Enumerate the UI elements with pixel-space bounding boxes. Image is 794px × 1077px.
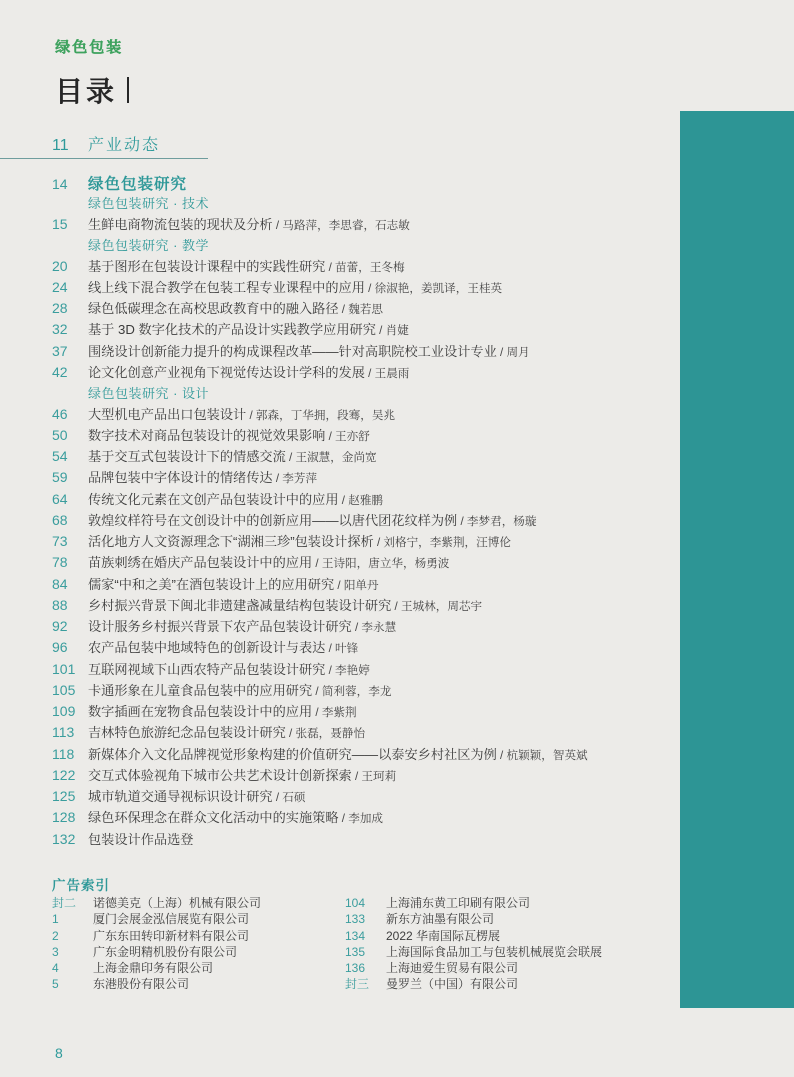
page-title xyxy=(55,70,129,110)
toc-entry-authors: / 李艳婷 xyxy=(325,663,370,677)
toc-entry-title: 吉林特色旅游纪念品包装设计研究 / 张磊，聂静怡 xyxy=(88,725,366,741)
toc-row-entry xyxy=(52,446,667,467)
toc-entry-title: 互联网视域下山西农特产品包装设计研究 / 李艳婷 xyxy=(88,661,370,677)
toc-entry-title: 基于交互式包装设计下的情感交流 / 王淑慧，金尚宽 xyxy=(88,449,377,464)
ad-page-number: 4 xyxy=(52,961,59,976)
toc-page-number: 42 xyxy=(52,363,68,380)
ad-company-name: 厦门会展金泓信展览有限公司 xyxy=(93,912,250,927)
title-divider-bar xyxy=(127,77,129,103)
toc-row-entry xyxy=(52,214,667,235)
toc-row-entry xyxy=(52,807,667,828)
ad-company-name: 上海浦东黄工印刷有限公司 xyxy=(386,896,531,910)
toc-entry-authors: / 阳单丹 xyxy=(334,578,379,592)
ad-page-number: 封二 xyxy=(52,896,77,910)
toc-featured-page-number: 11 xyxy=(52,137,69,154)
toc-featured-label: 产业动态 xyxy=(88,137,161,154)
ad-company-name: 新东方油墨有限公司 xyxy=(386,912,495,927)
toc-entry-title: 设计服务乡村振兴背景下农产品包装设计研究 / 李永慧 xyxy=(88,619,397,634)
toc-page-number: 101 xyxy=(52,660,76,677)
toc-row-entry xyxy=(52,574,667,595)
toc-entry-title: 品牌包装中字体设计的情绪传达 / 李芳萍 xyxy=(88,470,318,486)
toc-featured-row xyxy=(52,132,160,155)
toc-page-number: 68 xyxy=(52,511,68,528)
ad-index-row xyxy=(52,975,342,991)
page-number: 8 xyxy=(55,1045,63,1061)
toc-entry-authors: / 周月 xyxy=(496,345,530,359)
toc-page-number: 96 xyxy=(52,639,68,656)
toc-entry-authors: / 李加成 xyxy=(338,812,384,826)
toc-page-number: 113 xyxy=(52,724,75,741)
toc-entry-authors: / 李芳萍 xyxy=(272,472,318,486)
toc-entry-authors: / 苗蕾，王冬梅 xyxy=(325,260,405,274)
toc-page-number: 28 xyxy=(52,300,68,316)
ad-index-row xyxy=(345,894,645,910)
toc-page-number: 20 xyxy=(52,257,68,274)
toc-subsection-label: 绿色包装研究 · 教学 xyxy=(88,238,210,253)
toc-entry-authors: / 郭森，丁华拥，段骞，吴兆 xyxy=(246,408,396,422)
toc-subsection-label: 绿色包装研究 · 技术 xyxy=(88,196,210,212)
toc-entry-authors: / 张磊，聂静怡 xyxy=(285,727,366,741)
toc-entry-authors: / 赵雅鹏 xyxy=(338,493,384,507)
toc-page-number: 14 xyxy=(52,176,68,192)
toc-entry-authors: / 徐淑艳，姜凯译，王桂英 xyxy=(364,281,503,295)
toc-section-title: 绿色包装研究 xyxy=(88,176,188,193)
toc-page-number: 118 xyxy=(52,745,75,762)
toc-row-entry xyxy=(52,425,667,446)
toc-entry-authors: / 李紫荆 xyxy=(312,706,357,719)
toc-list xyxy=(52,172,667,850)
toc-entry-authors: / 石硕 xyxy=(272,791,306,804)
toc-entry-title: 基于图形在包装设计课程中的实践性研究 / 苗蕾，王冬梅 xyxy=(88,258,405,274)
toc-page-number: 105 xyxy=(52,681,76,698)
teal-sidebar-block xyxy=(680,111,794,1008)
ad-page-number: 135 xyxy=(345,944,366,959)
ad-page-number: 封三 xyxy=(345,977,370,992)
toc-page-number: 125 xyxy=(52,788,76,804)
toc-entry-title: 大型机电产品出口包装设计 / 郭森，丁华拥，段骞，吴兆 xyxy=(88,406,396,422)
toc-entry-authors: / 李永慧 xyxy=(351,621,397,634)
ad-index-row xyxy=(345,959,645,975)
toc-row-entry xyxy=(52,680,667,701)
toc-row-entry xyxy=(52,298,667,319)
ad-company-name: 广东东田转印新材料有限公司 xyxy=(93,928,250,943)
toc-page-number: 15 xyxy=(52,215,68,232)
toc-entry-title: 卡通形象在儿童食品包装中的应用研究 / 简利蓉，李龙 xyxy=(88,682,392,698)
toc-entry-authors: / 王淑慧，金尚宽 xyxy=(285,451,377,464)
ad-page-number: 5 xyxy=(52,977,59,992)
toc-entry-title: 绿色环保理念在群众文化活动中的实施策略 / 李加成 xyxy=(88,810,384,826)
toc-page-number: 59 xyxy=(52,469,68,486)
toc-entry-title: 数字技术对商品包装设计的视觉效果影响 / 王亦舒 xyxy=(88,427,370,443)
toc-row-entry xyxy=(52,277,667,298)
ad-page-number: 2 xyxy=(52,928,59,943)
toc-entry-title: 新媒体介入文化品牌视觉形象构建的价值研究——以泰安乡村社区为例 / 杭颖颖，智英斌 xyxy=(88,746,588,762)
toc-row-entry xyxy=(52,531,667,552)
ad-index-left-column xyxy=(52,894,342,992)
toc-page-number: 109 xyxy=(52,703,76,719)
toc-entry-title: 交互式体验视角下城市公共艺术设计创新探索 / 王珂莉 xyxy=(88,767,397,783)
ad-index-row xyxy=(345,910,645,926)
ad-company-name: 2022 华南国际瓦楞展 xyxy=(386,928,501,943)
toc-page-number: 122 xyxy=(52,766,76,783)
toc-entry-title: 绿色低碳理念在高校思政教育中的融入路径 / 魏若思 xyxy=(88,301,384,316)
toc-row-entry xyxy=(52,722,667,743)
ad-index-row xyxy=(345,927,645,943)
toc-page-number: 84 xyxy=(52,575,68,592)
toc-entry-title: 线上线下混合教学在包装工程专业课程中的应用 / 徐淑艳，姜凯译，王桂英 xyxy=(88,279,503,295)
ad-index-row xyxy=(52,894,342,910)
ad-page-number: 104 xyxy=(345,896,366,910)
toc-entry-authors: / 王诗阳，唐立华，杨勇波 xyxy=(312,557,450,571)
ad-index-row xyxy=(52,959,342,975)
toc-page-number: 50 xyxy=(52,426,68,443)
page-title-text: 目录 xyxy=(55,76,118,107)
toc-entry-title: 基于 3D 数字化技术的产品设计实践教学应用研究 / 肖婕 xyxy=(88,322,409,338)
ad-company-name: 广东金明精机股份有限公司 xyxy=(93,944,238,959)
ad-page-number: 3 xyxy=(52,944,59,959)
toc-row-entry xyxy=(52,362,667,383)
toc-entry-title: 苗族刺绣在婚庆产品包装设计中的应用 / 王诗阳，唐立华，杨勇波 xyxy=(88,555,450,571)
toc-entry-title: 传统文化元素在文创产品包装设计中的应用 / 赵雅鹏 xyxy=(88,491,384,507)
ad-index-row xyxy=(345,943,645,959)
toc-entry-title: 数字插画在宠物食品包装设计中的应用 / 李紫荆 xyxy=(88,704,357,719)
toc-row-subsection xyxy=(52,235,667,256)
toc-page-number: 46 xyxy=(52,405,68,422)
toc-row-entry xyxy=(52,467,667,488)
ad-company-name: 上海迪爱生贸易有限公司 xyxy=(386,961,519,976)
toc-entry-title: 生鲜电商物流包装的现状及分析 / 马路萍，李思睿，石志敏 xyxy=(88,216,410,232)
toc-row-subsection xyxy=(52,193,667,214)
toc-entry-title: 敦煌纹样符号在文创设计中的创新应用——以唐代团花纹样为例 / 李梦君，杨璇 xyxy=(88,512,537,528)
ad-company-name: 曼罗兰（中国）有限公司 xyxy=(386,977,519,992)
toc-row-entry xyxy=(52,404,667,425)
toc-entry-authors: / 简利蓉，李龙 xyxy=(312,684,392,698)
toc-entry-authors: / 魏若思 xyxy=(338,303,384,316)
toc-row-entry xyxy=(52,701,667,722)
magazine-logo: 绿色包装 xyxy=(55,39,124,56)
ad-company-name: 上海金鼎印务有限公司 xyxy=(93,961,214,976)
ad-company-name: 诺德美克（上海）机械有限公司 xyxy=(93,896,262,910)
ad-index-row xyxy=(52,910,342,926)
toc-entry-title: 儒家“中和之美”在酒包装设计上的应用研究 / 阳单丹 xyxy=(88,576,379,592)
toc-entry-authors: / 王晨雨 xyxy=(364,366,410,380)
toc-page-number: 92 xyxy=(52,618,68,634)
toc-row-subsection xyxy=(52,383,667,404)
toc-row-entry xyxy=(52,489,667,510)
ad-company-name: 上海国际食品加工与包装机械展览会联展 xyxy=(386,944,603,959)
toc-entry-title: 农产品包装中地域特色的创新设计与表达 / 叶锋 xyxy=(88,640,359,656)
ad-index-row xyxy=(52,927,342,943)
toc-entry-authors: / 王城林，周芯宇 xyxy=(391,599,483,613)
ad-index-title: 广告索引 xyxy=(52,878,110,893)
toc-entry-authors: / 肖婕 xyxy=(375,324,409,338)
toc-page-number: 78 xyxy=(52,554,68,571)
toc-row-entry xyxy=(52,744,667,765)
toc-entry-authors: / 叶锋 xyxy=(325,642,359,656)
ad-page-number: 133 xyxy=(345,912,366,927)
toc-entry-authors: / 李梦君，杨璇 xyxy=(457,514,537,528)
toc-page-number: 54 xyxy=(52,448,68,464)
toc-page-number: 37 xyxy=(52,342,68,359)
ad-index-row xyxy=(52,943,342,959)
toc-entry-authors: / 王珂莉 xyxy=(351,769,397,783)
toc-page-number: 64 xyxy=(52,490,68,507)
ad-page-number: 134 xyxy=(345,928,366,943)
toc-entry-title: 城市轨道交通导视标识设计研究 / 石硕 xyxy=(88,789,306,804)
toc-row-entry xyxy=(52,552,667,573)
ad-company-name: 东港股份有限公司 xyxy=(93,977,190,992)
ad-page-number: 1 xyxy=(52,912,59,927)
toc-entry-authors: / 杭颖颖，智英斌 xyxy=(496,748,588,762)
toc-row-entry xyxy=(52,637,667,658)
toc-row-entry xyxy=(52,510,667,531)
toc-subsection-label: 绿色包装研究 · 设计 xyxy=(88,386,210,401)
toc-page-number: 132 xyxy=(52,830,76,847)
toc-entry-title: 论文化创意产业视角下视觉传达设计学科的发展 / 王晨雨 xyxy=(88,364,410,380)
toc-page-number: 88 xyxy=(52,596,68,613)
ad-index-right-column xyxy=(345,894,645,992)
toc-entry-authors: / 王亦舒 xyxy=(325,429,370,443)
toc-entry-authors: / 马路萍，李思睿，石志敏 xyxy=(272,218,410,232)
toc-entry-title: 包装设计作品选登 xyxy=(88,831,194,847)
toc-page-number: 73 xyxy=(52,533,68,549)
toc-row-entry xyxy=(52,319,667,340)
toc-page-number: 24 xyxy=(52,278,68,295)
toc-entry-title: 乡村振兴背景下闽北非遗建盏减量结构包装设计研究 / 王城林，周芯宇 xyxy=(88,597,483,613)
toc-row-entry xyxy=(52,341,667,362)
toc-entry-authors: / 刘格宁，李紫荆，汪博伦 xyxy=(373,536,511,549)
toc-row-entry xyxy=(52,765,667,786)
toc-row-entry xyxy=(52,616,667,637)
toc-entry-title: 活化地方人文资源理念下“湖湘三珍”包装设计探析 / 刘格宁，李紫荆，汪博伦 xyxy=(88,534,511,549)
toc-page-number: 128 xyxy=(52,809,76,826)
section-divider-line xyxy=(0,158,208,159)
toc-row-section xyxy=(52,172,667,193)
toc-entry-title: 围绕设计创新能力提升的构成课程改革——针对高职院校工业设计专业 / 周月 xyxy=(88,343,530,359)
toc-row-entry xyxy=(52,829,667,850)
ad-page-number: 136 xyxy=(345,961,366,976)
toc-row-entry xyxy=(52,786,667,807)
toc-row-entry xyxy=(52,256,667,277)
toc-page-number: 32 xyxy=(52,321,68,338)
toc-row-entry xyxy=(52,595,667,616)
toc-row-entry xyxy=(52,659,667,680)
ad-index-row xyxy=(345,975,645,991)
